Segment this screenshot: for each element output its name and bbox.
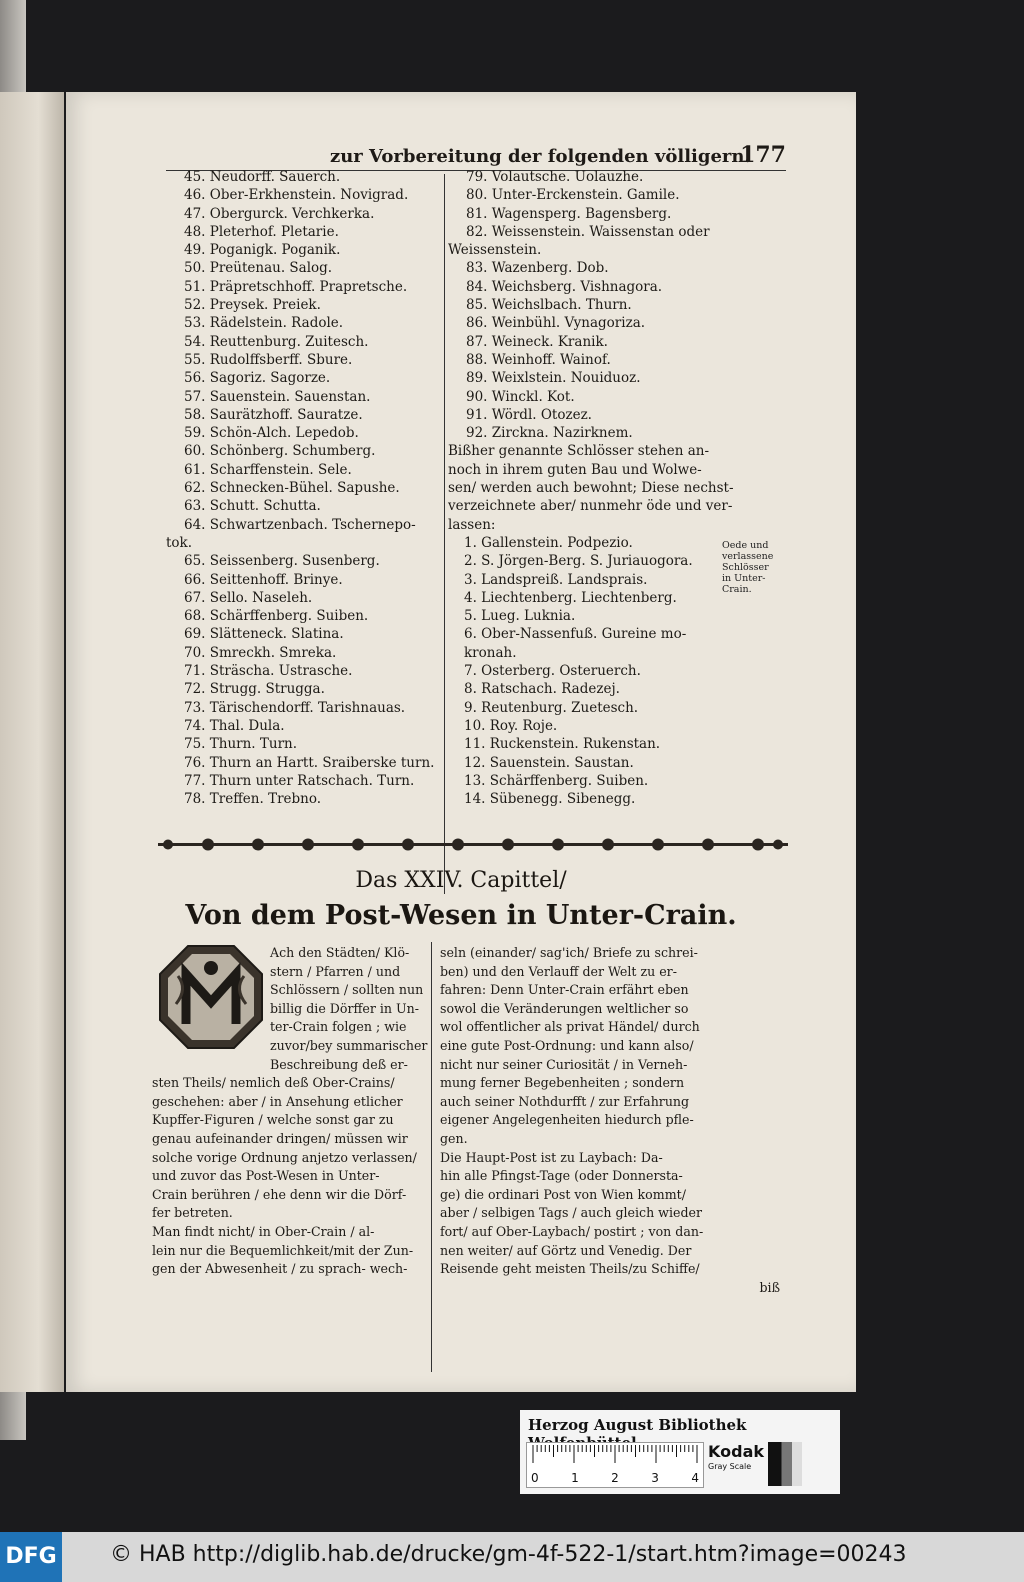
text-line: Beschreibung deß er-: [270, 1056, 408, 1072]
ruler-numbers: [527, 1471, 703, 1485]
list-item: 53. Rädelstein. Radole.: [184, 315, 344, 332]
list-item: 77. Thurn unter Ratschach. Turn.: [184, 772, 415, 789]
list-item: 50. Preütenau. Salog.: [184, 260, 333, 277]
list-item: 83. Wazenberg. Dob.: [466, 260, 609, 277]
list-item: 3. Landspreiß. Landsprais.: [464, 571, 648, 588]
library-color-card: [520, 1410, 840, 1494]
list-item: 66. Seittenhoff. Brinye.: [184, 571, 343, 588]
list-item: 56. Sagoriz. Sagorze.: [184, 370, 331, 387]
list-item: 85. Weichslbach. Thurn.: [466, 297, 632, 314]
column-rule: [444, 174, 445, 894]
list-item: 4. Liechtenberg. Liechtenberg.: [464, 589, 677, 606]
list-item: 47. Obergurck. Verchkerka.: [184, 205, 375, 222]
list-item: 81. Wagensperg. Bagensberg.: [466, 205, 672, 222]
margin-note-line: verlassene: [722, 551, 774, 562]
list-item: 9. Reutenburg. Zuetesch.: [464, 699, 639, 716]
text-line: ter-Crain folgen ; wie: [270, 1019, 407, 1035]
list-item: 82. Weissenstein. Waissenstan oder: [466, 223, 710, 240]
list-item: 58. Saurätzhoff. Sauratze.: [184, 406, 363, 423]
text-line: fer betreten.: [152, 1205, 233, 1221]
body-column-left: [152, 944, 427, 1279]
list-item: 51. Präpretschhoff. Prapretsche.: [184, 278, 408, 295]
list-item: sen/ werden auch bewohnt; Diese nechst-: [448, 480, 734, 497]
grayscale-swatch: [768, 1442, 802, 1486]
list-item: 54. Reuttenburg. Zuitesch.: [184, 333, 369, 350]
list-item: 12. Sauenstein. Saustan.: [464, 754, 634, 771]
ruler-number: 3: [651, 1471, 659, 1485]
text-line: geschehen: aber / in Ansehung etlicher: [152, 1093, 403, 1109]
list-item: 90. Winckl. Kot.: [466, 388, 575, 405]
grayscale-label: Gray Scale: [708, 1462, 752, 1471]
footer-bar: [0, 1532, 1024, 1582]
list-item: 69. Slätteneck. Slatina.: [184, 626, 344, 643]
text-line: gen.: [440, 1130, 468, 1146]
text-line: Man findt nicht/ in Ober-Crain / al-: [152, 1223, 375, 1239]
list-item: 74. Thal. Dula.: [184, 717, 285, 734]
text-line: und zuvor das Post-Wesen in Unter-: [152, 1168, 380, 1184]
list-item: 87. Weineck. Kranik.: [466, 333, 608, 350]
list-item: 63. Schutt. Schutta.: [184, 498, 321, 515]
text-line: biß: [759, 1279, 780, 1295]
text-line: solche vorige Ordnung anjetzo verlassen/: [152, 1149, 417, 1165]
text-line: nen weiter/ auf Görtz und Venedig. Der: [440, 1242, 692, 1258]
body-column-right: [440, 944, 780, 1297]
list-item: 6. Ober-Nassenfuß. Gureine mo-: [464, 626, 687, 643]
running-head-title: zur Vorbereitung der folgenden völligern.: [330, 146, 751, 167]
scale-ruler: [526, 1442, 704, 1488]
body-column-rule: [431, 942, 432, 1372]
text-line: hin alle Pfingst-Tage (oder Donnersta-: [440, 1168, 683, 1184]
list-item: 65. Seissenberg. Susenberg.: [184, 553, 380, 570]
list-item: 71. Sträscha. Ustrasche.: [184, 663, 353, 680]
list-item: 79. Volautsche. Uolauzhe.: [466, 169, 644, 185]
list-item: 70. Smreckh. Smreka.: [184, 644, 337, 661]
list-item: 2. S. Jörgen-Berg. S. Juriauogora.: [464, 553, 693, 570]
list-item: 45. Neudorff. Sauerch.: [184, 169, 341, 185]
library-name: Herzog August Bibliothek: [528, 1416, 747, 1434]
text-line: ben) und den Verlauff der Welt zu er-: [440, 963, 677, 979]
list-item: 59. Schön-Alch. Lepedob.: [184, 425, 359, 442]
list-item: 86. Weinbühl. Vynagoriza.: [466, 315, 646, 332]
list-item: 7. Osterberg. Osteruerch.: [464, 663, 641, 680]
right-list-column: [448, 168, 734, 534]
margin-note-line: Schlösser: [722, 562, 769, 573]
list-item: Bißher genannte Schlösser stehen an-: [448, 443, 710, 460]
list-item: 67. Sello. Naseleh.: [184, 589, 313, 606]
list-item: 80. Unter-Erckenstein. Gamile.: [466, 187, 680, 204]
list-item: Weissenstein.: [448, 242, 542, 259]
list-item: verzeichnete aber/ nunmehr öde und ver-: [448, 498, 733, 515]
chapter-number: Das XXIV. Capittel/: [355, 868, 567, 893]
list-item: 64. Schwartzenbach. Tschernepo-: [184, 516, 416, 533]
list-item: 61. Scharffenstein. Sele.: [184, 461, 352, 478]
list-item: 72. Strugg. Strugga.: [184, 681, 325, 698]
margin-note-line: in Unter-: [722, 573, 766, 584]
list-item: 48. Pleterhof. Pletarie.: [184, 223, 339, 240]
margin-note-line: Crain.: [722, 584, 752, 595]
text-line: Die Haupt-Post ist zu Laybach: Da-: [440, 1149, 663, 1165]
ruler-ticks: [527, 1443, 703, 1469]
text-line: fort/ auf Ober-Laybach/ postirt ; von dan-: [440, 1223, 704, 1239]
ruler-number: 0: [531, 1471, 539, 1485]
text-line: billig die Dörffer in Un-: [270, 1000, 420, 1016]
list-item: 89. Weixlstein. Nouiduoz.: [466, 370, 641, 387]
text-line: fahren: Denn Unter-Crain erfährt eben: [440, 982, 689, 998]
ruler-number: 1: [571, 1471, 579, 1485]
text-line: Kupffer-Figuren / welche sonst gar zu: [152, 1112, 394, 1128]
list-item: 78. Treffen. Trebno.: [184, 791, 322, 808]
list-item: 49. Poganigk. Poganik.: [184, 242, 341, 259]
list-item: 46. Ober-Erkhenstein. Novigrad.: [184, 187, 409, 204]
list-item: 92. Zirckna. Nazirknem.: [466, 425, 633, 442]
margin-note: [722, 540, 794, 595]
list-item: 62. Schnecken-Bühel. Sapushe.: [184, 480, 400, 497]
list-item: 13. Schärffenberg. Suiben.: [464, 772, 649, 789]
text-line: auch seiner Nothdurfft / zur Erfahrung: [440, 1093, 690, 1109]
adjacent-page: [0, 92, 64, 1392]
text-line: stern / Pfarren / und: [270, 963, 401, 979]
list-item: 14. Sübenegg. Sibenegg.: [464, 791, 636, 808]
ruler-number: 4: [691, 1471, 699, 1485]
chapter-title: Von dem Post-Wesen in Unter-Crain.: [185, 900, 737, 931]
text-line: Crain berühren / ehe denn wir die Dörf-: [152, 1186, 407, 1202]
list-item: 73. Tärischendorff. Tarishnauas.: [184, 699, 406, 716]
kodak-label: Kodak: [708, 1442, 764, 1461]
text-line: gen der Abwesenheit / zu sprach- wech-: [152, 1261, 408, 1277]
text-line: aber / selbigen Tags / auch gleich wieder: [440, 1205, 702, 1221]
text-line: nicht nur seiner Curiosität / in Verneh-: [440, 1056, 688, 1072]
text-line: sowol die Veränderungen weltlicher so: [440, 1000, 689, 1016]
list-item: 5. Lueg. Luknia.: [464, 608, 576, 625]
left-list-column: [166, 168, 434, 808]
text-line: zuvor/bey summarischer: [270, 1037, 428, 1053]
copyright-link[interactable]: © HAB http://diglib.hab.de/drucke/gm-4f-522-1/start.htm?image=00243: [110, 1542, 907, 1567]
list-item: 60. Schönberg. Schumberg.: [184, 443, 376, 460]
list-item: 75. Thurn. Turn.: [184, 736, 298, 753]
text-line: Reisende geht meisten Theils/zu Schiffe/: [440, 1261, 700, 1277]
list-item: tok.: [166, 534, 193, 551]
list-item: 88. Weinhoff. Wainof.: [466, 351, 611, 368]
list-item: 52. Preysek. Preiek.: [184, 297, 321, 314]
text-line: sten Theils/ nemlich deß Ober-Crains/: [152, 1075, 395, 1091]
list-item: lassen:: [448, 516, 496, 533]
text-line: wol offentlicher als privat Händel/ durch: [440, 1019, 700, 1035]
list-item: 8. Ratschach. Radezej.: [464, 681, 620, 698]
text-line: Schlössern / sollten nun: [270, 982, 424, 998]
text-line: lein nur die Bequemlichkeit/mit der Zun-: [152, 1242, 414, 1258]
page-number: 177: [740, 142, 786, 168]
margin-note-line: Oede und: [722, 540, 769, 551]
text-line: eigener Angelegenheiten hiedurch pfle-: [440, 1112, 694, 1128]
list-item: 84. Weichsberg. Vishnagora.: [466, 278, 663, 295]
right-list-ruined: [464, 534, 693, 808]
list-item: 57. Sauenstein. Sauenstan.: [184, 388, 371, 405]
list-item: 11. Ruckenstein. Rukenstan.: [464, 736, 661, 753]
text-line: eine gute Post-Ordnung: und kann also/: [440, 1037, 694, 1053]
ornament-divider: [158, 836, 788, 854]
text-line: genau aufeinander dringen/ müssen wir: [152, 1130, 408, 1146]
text-line: mung ferner Begebenheiten ; sondern: [440, 1075, 685, 1091]
list-item: 1. Gallenstein. Podpezio.: [464, 535, 633, 551]
dfg-logo: DFG: [0, 1532, 62, 1582]
list-item: 76. Thurn an Hartt. Sraiberske turn.: [184, 754, 435, 771]
list-item: 10. Roy. Roje.: [464, 717, 558, 734]
list-item: kronah.: [464, 644, 517, 661]
list-item: 55. Rudolffsberff. Sbure.: [184, 351, 353, 368]
book-page: [66, 92, 856, 1392]
list-item: 91. Wördl. Otozez.: [466, 406, 592, 423]
list-item: noch in ihrem guten Bau und Wolwe-: [448, 461, 702, 478]
ruler-number: 2: [611, 1471, 619, 1485]
text-line: seln (einander/ sag'ich/ Briefe zu schrei-: [440, 945, 698, 960]
list-item: 68. Schärffenberg. Suiben.: [184, 608, 369, 625]
text-line: Ach den Städten/ Klö-: [270, 945, 410, 960]
text-line: ge) die ordinari Post von Wien kommt/: [440, 1186, 686, 1202]
